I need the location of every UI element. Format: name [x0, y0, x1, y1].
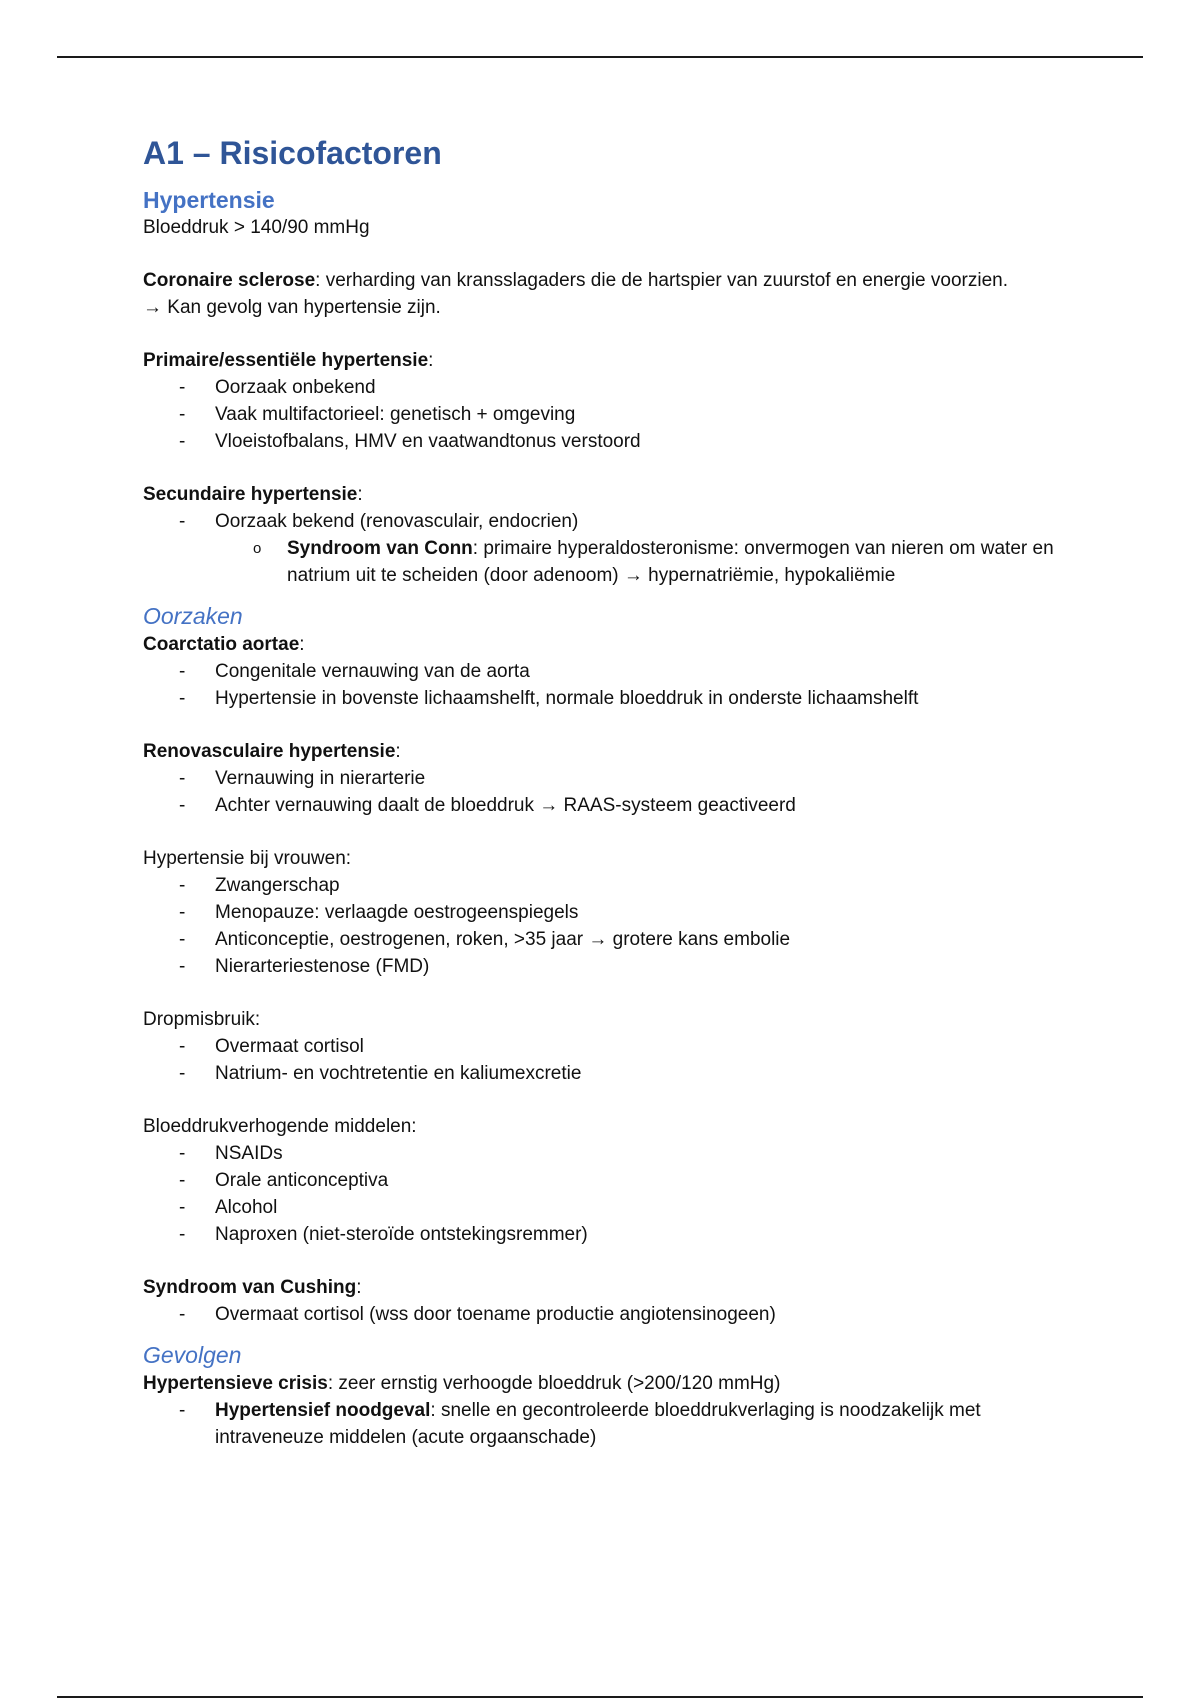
- list-item: [143, 1033, 1063, 1060]
- list-item: [143, 899, 1063, 926]
- list-item: [143, 1167, 1063, 1194]
- dropmisbruik-list: [143, 1033, 1063, 1087]
- list-item: [143, 1060, 1063, 1087]
- secundaire-sublist: [143, 535, 1063, 589]
- list-item-text: Nierarteriestenose (FMD): [215, 956, 430, 977]
- definition: : primaire hyperaldosteronisme: onvermogen van nieren om water en natrium uit te scheiden (door adenoom) → hypernatriëmie, hypokaliëmie: [287, 538, 1054, 586]
- bullet: -: [179, 1224, 186, 1245]
- list-item: [143, 535, 1063, 589]
- bullet: -: [179, 1036, 186, 1057]
- bullet: -: [179, 404, 186, 425]
- secundaire-list: [143, 508, 1063, 535]
- list-item-text: Achter vernauwing daalt de bloeddruk → RAAS-systeem geactiveerd: [215, 795, 796, 816]
- document-body: [143, 132, 1063, 1451]
- primaire-list: [143, 374, 1063, 455]
- section-heading-oorzaken: Oorzaken: [143, 603, 243, 629]
- renovasculaire-label: [143, 738, 1063, 765]
- middelen-label: Bloeddrukverhogende middelen:: [143, 1116, 417, 1137]
- coarctatio-label: [143, 631, 1063, 658]
- list-item: [143, 401, 1063, 428]
- list-item: [143, 926, 1063, 953]
- bullet: -: [179, 1197, 186, 1218]
- bullet: -: [179, 929, 186, 950]
- definition: : snelle en gecontroleerde bloeddrukverlaging is noodzakelijk met intraveneuze middelen (acute orgaanschade): [215, 1400, 981, 1448]
- bullet: -: [179, 1400, 186, 1421]
- vrouwen-list: [143, 872, 1063, 980]
- term: Renovasculaire hypertensie: [143, 741, 396, 762]
- bullet: -: [179, 377, 186, 398]
- term: Hypertensieve crisis: [143, 1373, 328, 1394]
- list-item: [143, 1194, 1063, 1221]
- list-item: [143, 792, 1063, 819]
- list-item-text: Natrium- en vochtretentie en kaliumexcretie: [215, 1063, 582, 1084]
- bullet: -: [179, 511, 186, 532]
- coronaire-paragraph: [143, 267, 1063, 294]
- term: Coarctatio aortae: [143, 634, 300, 655]
- bullet: -: [179, 661, 186, 682]
- bullet: -: [179, 688, 186, 709]
- bullet: -: [179, 1304, 186, 1325]
- crisis-paragraph: [143, 1370, 1063, 1397]
- colon: :: [299, 634, 305, 655]
- list-item: [143, 765, 1063, 792]
- list-item-text: Zwangerschap: [215, 875, 340, 896]
- list-item-text: Vaak multifactorieel: genetisch + omgeving: [215, 404, 576, 425]
- footer-rule: [57, 1696, 1143, 1698]
- colon: :: [428, 350, 434, 371]
- list-item-text: Hypertensie in bovenste lichaamshelft, normale bloeddruk in onderste lichaamshelft: [215, 688, 919, 709]
- page-title: A1 – Risicofactoren: [143, 135, 442, 171]
- bloeddruk-line: Bloeddruk > 140/90 mmHg: [143, 217, 370, 238]
- term: Hypertensief noodgeval: [215, 1400, 431, 1421]
- list-item: [143, 428, 1063, 455]
- list-item-text: Vloeistofbalans, HMV en vaatwandtonus verstoord: [215, 431, 641, 452]
- list-item-text: Overmaat cortisol (wss door toename productie angiotensinogeen): [215, 1304, 776, 1325]
- bullet: -: [179, 1170, 186, 1191]
- definition: : verharding van kransslagaders die de hartspier van zuurstof en energie voorzien.: [315, 270, 1008, 291]
- coarctatio-list: [143, 658, 1063, 712]
- section-heading-hypertensie: Hypertensie: [143, 187, 275, 213]
- list-item-text: Naproxen (niet-steroïde ontstekingsremmer): [215, 1224, 588, 1245]
- cushing-list: [143, 1301, 1063, 1328]
- colon: :: [395, 741, 401, 762]
- term: Secundaire hypertensie: [143, 484, 358, 505]
- list-item: [143, 872, 1063, 899]
- list-item: [143, 508, 1063, 535]
- list-item: [143, 374, 1063, 401]
- list-item-text: Congenitale vernauwing van de aorta: [215, 661, 530, 682]
- gevolgen-list: [143, 1397, 1063, 1451]
- list-item: [143, 953, 1063, 980]
- list-item-text: Oorzaak bekend (renovasculair, endocrien): [215, 511, 579, 532]
- bullet: -: [179, 768, 186, 789]
- definition: : zeer ernstig verhoogde bloeddruk (>200/120 mmHg): [327, 1373, 781, 1394]
- colon: :: [357, 484, 363, 505]
- bullet: -: [179, 1063, 186, 1084]
- list-item: [143, 1301, 1063, 1328]
- bullet: -: [179, 956, 186, 977]
- term: Syndroom van Conn: [287, 538, 473, 559]
- list-item: [143, 1397, 1063, 1451]
- list-item-text: Anticonceptie, oestrogenen, roken, >35 jaar → grotere kans embolie: [215, 929, 791, 950]
- list-item-text: NSAIDs: [215, 1143, 283, 1164]
- bullet: -: [179, 902, 186, 923]
- sub-bullet: o: [253, 540, 262, 557]
- secundaire-label: [143, 481, 1063, 508]
- bullet: -: [179, 875, 186, 896]
- bullet: -: [179, 431, 186, 452]
- list-item: [143, 1221, 1063, 1248]
- list-item: [143, 658, 1063, 685]
- list-item-text: Vernauwing in nierarterie: [215, 768, 426, 789]
- vrouwen-label: Hypertensie bij vrouwen:: [143, 848, 352, 869]
- bullet: -: [179, 1143, 186, 1164]
- list-item-text: Oorzaak onbekend: [215, 377, 376, 398]
- term: Primaire/essentiële hypertensie: [143, 350, 429, 371]
- renovasculaire-list: [143, 765, 1063, 819]
- primaire-label: [143, 347, 1063, 374]
- list-item-text: Menopauze: verlaagde oestrogeenspiegels: [215, 902, 579, 923]
- bullet: -: [179, 795, 186, 816]
- list-item-text: Orale anticonceptiva: [215, 1170, 389, 1191]
- list-item: [143, 685, 1063, 712]
- header-rule: [57, 56, 1143, 58]
- term: Syndroom van Cushing: [143, 1277, 357, 1298]
- list-item-text: Overmaat cortisol: [215, 1036, 364, 1057]
- colon: :: [356, 1277, 362, 1298]
- middelen-list: [143, 1140, 1063, 1248]
- section-heading-gevolgen: Gevolgen: [143, 1342, 242, 1368]
- list-item-text: Alcohol: [215, 1197, 278, 1218]
- list-item: [143, 1140, 1063, 1167]
- cushing-label: [143, 1274, 1063, 1301]
- term: Coronaire sclerose: [143, 270, 316, 291]
- dropmisbruik-label: Dropmisbruik:: [143, 1009, 261, 1030]
- gevolg-line: → Kan gevolg van hypertensie zijn.: [143, 297, 441, 318]
